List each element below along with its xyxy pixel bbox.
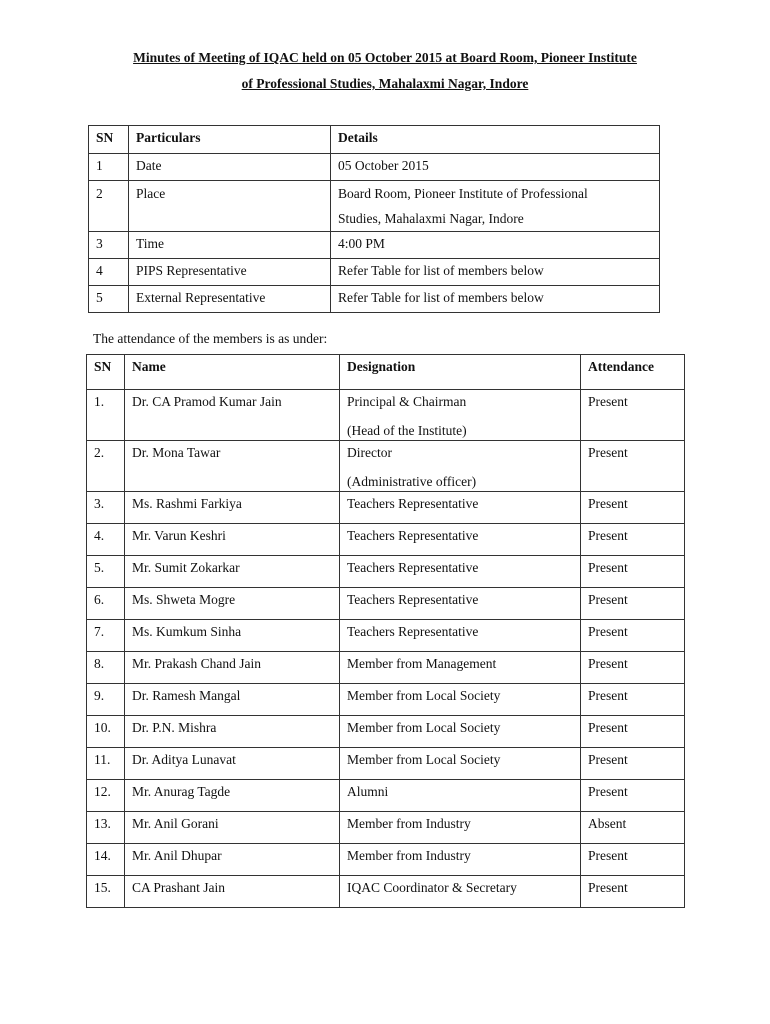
- designation-line-2: (Administrative officer): [347, 474, 477, 489]
- name-cell: Ms. Rashmi Farkiya: [125, 492, 340, 524]
- attendance-cell: Present: [581, 716, 685, 748]
- table-row: [89, 181, 660, 232]
- sn-cell: 1: [89, 154, 129, 181]
- detail-cell: Refer Table for list of members below: [331, 286, 660, 313]
- sn-cell: 5.: [87, 556, 125, 588]
- attendance-cell: Present: [581, 844, 685, 876]
- particular-cell: External Representative: [129, 286, 331, 313]
- designation-cell: Teachers Representative: [340, 524, 581, 556]
- particular-cell: Time: [129, 232, 331, 259]
- attendance-intro: The attendance of the members is as under:: [93, 331, 328, 346]
- name-cell: Mr. Prakash Chand Jain: [125, 652, 340, 684]
- particular-cell: Place: [129, 181, 331, 232]
- attendance-cell: Present: [581, 684, 685, 716]
- sn-cell: 12.: [87, 780, 125, 812]
- table-row: [87, 844, 685, 876]
- sn-cell: 2: [89, 181, 129, 232]
- designation-cell: Teachers Representative: [340, 556, 581, 588]
- table-row: [87, 684, 685, 716]
- sn-cell: 5: [89, 286, 129, 313]
- name-cell: Mr. Varun Keshri: [125, 524, 340, 556]
- attendance-cell: Present: [581, 390, 685, 441]
- designation-cell: Member from Local Society: [340, 748, 581, 780]
- sn-cell: 13.: [87, 812, 125, 844]
- attendance-cell: Present: [581, 652, 685, 684]
- designation-cell: [340, 441, 581, 492]
- header-sn: SN: [87, 355, 125, 390]
- sn-cell: 8.: [87, 652, 125, 684]
- sn-cell: 3: [89, 232, 129, 259]
- name-cell: Mr. Anil Dhupar: [125, 844, 340, 876]
- table-header-row: [89, 126, 660, 154]
- designation-cell: Member from Local Society: [340, 684, 581, 716]
- detail-cell: 05 October 2015: [331, 154, 660, 181]
- name-cell: Dr. Mona Tawar: [125, 441, 340, 492]
- attendance-cell: Present: [581, 748, 685, 780]
- table-row: [87, 390, 685, 441]
- name-cell: Ms. Kumkum Sinha: [125, 620, 340, 652]
- detail-line-1: Board Room, Pioneer Institute of Professional: [338, 186, 588, 201]
- designation-cell: Member from Management: [340, 652, 581, 684]
- sn-cell: 6.: [87, 588, 125, 620]
- attendance-cell: Present: [581, 441, 685, 492]
- name-cell: Mr. Anurag Tagde: [125, 780, 340, 812]
- sn-cell: 4: [89, 259, 129, 286]
- designation-line-1: Principal & Chairman: [347, 394, 467, 409]
- name-cell: Dr. P.N. Mishra: [125, 716, 340, 748]
- header-details: Details: [331, 126, 660, 154]
- designation-cell: Member from Industry: [340, 812, 581, 844]
- attendance-cell: Present: [581, 780, 685, 812]
- attendance-cell: Present: [581, 876, 685, 908]
- sn-cell: 7.: [87, 620, 125, 652]
- table-row: [89, 259, 660, 286]
- attendance-cell: Absent: [581, 812, 685, 844]
- attendance-cell: Present: [581, 492, 685, 524]
- name-cell: Mr. Anil Gorani: [125, 812, 340, 844]
- designation-cell: Teachers Representative: [340, 588, 581, 620]
- sn-cell: 14.: [87, 844, 125, 876]
- particular-cell: PIPS Representative: [129, 259, 331, 286]
- header-designation: Designation: [340, 355, 581, 390]
- designation-cell: [340, 390, 581, 441]
- document-title-line-2: of Professional Studies, Mahalaxmi Nagar, Indore: [241, 76, 529, 91]
- table-row: [87, 876, 685, 908]
- detail-cell: 4:00 PM: [331, 232, 660, 259]
- designation-cell: Teachers Representative: [340, 492, 581, 524]
- table-row: [89, 286, 660, 313]
- attendance-cell: Present: [581, 588, 685, 620]
- header-sn: SN: [89, 126, 129, 154]
- header-particulars: Particulars: [129, 126, 331, 154]
- designation-cell: Teachers Representative: [340, 620, 581, 652]
- detail-cell: [331, 181, 660, 232]
- table-row: [87, 652, 685, 684]
- name-cell: CA Prashant Jain: [125, 876, 340, 908]
- detail-cell: Refer Table for list of members below: [331, 259, 660, 286]
- sn-cell: 15.: [87, 876, 125, 908]
- designation-cell: Member from Local Society: [340, 716, 581, 748]
- sn-cell: 9.: [87, 684, 125, 716]
- particular-cell: Date: [129, 154, 331, 181]
- designation-cell: IQAC Coordinator & Secretary: [340, 876, 581, 908]
- table-row: [87, 716, 685, 748]
- table-row: [87, 441, 685, 492]
- table-row: [87, 492, 685, 524]
- attendance-table: [86, 354, 685, 908]
- attendance-cell: Present: [581, 620, 685, 652]
- table-row: [87, 780, 685, 812]
- sn-cell: 1.: [87, 390, 125, 441]
- table-row: [89, 232, 660, 259]
- table-row: [87, 588, 685, 620]
- sn-cell: 3.: [87, 492, 125, 524]
- name-cell: Mr. Sumit Zokarkar: [125, 556, 340, 588]
- designation-line-1: Director: [347, 445, 392, 460]
- name-cell: Dr. CA Pramod Kumar Jain: [125, 390, 340, 441]
- table-row: [87, 812, 685, 844]
- name-cell: Dr. Ramesh Mangal: [125, 684, 340, 716]
- attendance-cell: Present: [581, 524, 685, 556]
- meeting-info-table: [88, 125, 660, 313]
- table-row: [89, 154, 660, 181]
- name-cell: Ms. Shweta Mogre: [125, 588, 340, 620]
- table-row: [87, 524, 685, 556]
- table-row: [87, 556, 685, 588]
- attendance-cell: Present: [581, 556, 685, 588]
- header-name: Name: [125, 355, 340, 390]
- designation-line-2: (Head of the Institute): [347, 423, 467, 438]
- table-header-row: [87, 355, 685, 390]
- sn-cell: 10.: [87, 716, 125, 748]
- detail-line-2: Studies, Mahalaxmi Nagar, Indore: [338, 211, 524, 226]
- designation-cell: Alumni: [340, 780, 581, 812]
- document-title-line-1: Minutes of Meeting of IQAC held on 05 October 2015 at Board Room, Pioneer Institute: [133, 50, 637, 65]
- sn-cell: 11.: [87, 748, 125, 780]
- name-cell: Dr. Aditya Lunavat: [125, 748, 340, 780]
- sn-cell: 2.: [87, 441, 125, 492]
- table-row: [87, 620, 685, 652]
- designation-cell: Member from Industry: [340, 844, 581, 876]
- sn-cell: 4.: [87, 524, 125, 556]
- header-attendance: Attendance: [581, 355, 685, 390]
- table-row: [87, 748, 685, 780]
